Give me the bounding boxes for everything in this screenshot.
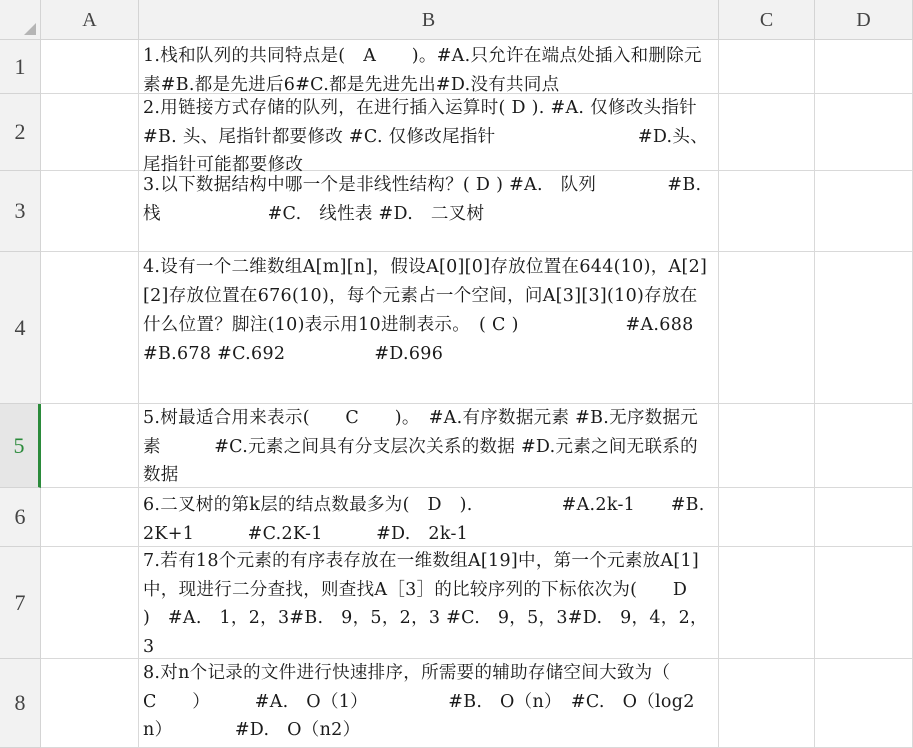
cell-c6[interactable] (719, 488, 815, 547)
cell-d8[interactable] (815, 659, 913, 748)
column-header-d[interactable]: D (815, 0, 913, 40)
cell-b7[interactable]: 7.若有18个元素的有序表存放在一维数组A[19]中，第一个元素放A[1]中，现进行二分查找，则查找A［3］的比较序列的下标依次为( D ) #A. 1，2，3#B. 9，5，2，3 #C. 9，5，3#D. 9，4，2，3 (139, 547, 719, 659)
cell-b1[interactable]: 1.栈和队列的共同特点是( A )。#A.只允许在端点处插入和删除元素#B.都是先进后6#C.都是先进先出#D.没有共同点 (139, 40, 719, 94)
cell-b4[interactable]: 4.设有一个二维数组A[m][n]，假设A[0][0]存放位置在644(10)，A[2][2]存放位置在676(10)，每个元素占一个空间，问A[3][3](10)存放在什么位置？脚注(10)表示用10进制表示。 ( C ) #A.688 #B.678 #C.692 #D.696 (139, 252, 719, 404)
row-header-4[interactable]: 4 (0, 252, 41, 404)
cell-d6[interactable] (815, 488, 913, 547)
row-header-8[interactable]: 8 (0, 659, 41, 748)
column-header-b[interactable]: B (139, 0, 719, 40)
select-all-corner[interactable] (0, 0, 41, 40)
cell-a7[interactable] (41, 547, 139, 659)
cell-b3[interactable]: 3.以下数据结构中哪一个是非线性结构？( D ) #A. 队列 #B. 栈 #C. 线性表 #D. 二叉树 (139, 171, 719, 252)
column-header-c[interactable]: C (719, 0, 815, 40)
cell-a4[interactable] (41, 252, 139, 404)
cell-c8[interactable] (719, 659, 815, 748)
cell-a1[interactable] (41, 40, 139, 94)
row-header-6[interactable]: 6 (0, 488, 41, 547)
cell-d1[interactable] (815, 40, 913, 94)
cell-c1[interactable] (719, 40, 815, 94)
cell-d4[interactable] (815, 252, 913, 404)
cell-b2[interactable]: 2.用链接方式存储的队列，在进行插入运算时( D ). #A. 仅修改头指针 #B. 头、尾指针都要修改 #C. 仅修改尾指针 #D.头、尾指针可能都要修改 (139, 94, 719, 171)
select-all-triangle-icon (24, 23, 36, 35)
cell-a3[interactable] (41, 171, 139, 252)
cell-c2[interactable] (719, 94, 815, 171)
column-header-a[interactable]: A (41, 0, 139, 40)
cell-c3[interactable] (719, 171, 815, 252)
cell-d5[interactable] (815, 404, 913, 488)
cell-c5[interactable] (719, 404, 815, 488)
row-header-7[interactable]: 7 (0, 547, 41, 659)
cell-a6[interactable] (41, 488, 139, 547)
cell-c7[interactable] (719, 547, 815, 659)
row-header-1[interactable]: 1 (0, 40, 41, 94)
cell-b5[interactable]: 5.树最适合用来表示( C )。 #A.有序数据元素 #B.无序数据元素 #C.元素之间具有分支层次关系的数据 #D.元素之间无联系的数据 (139, 404, 719, 488)
cell-a8[interactable] (41, 659, 139, 748)
row-header-3[interactable]: 3 (0, 171, 41, 252)
row-header-2[interactable]: 2 (0, 94, 41, 171)
cell-d2[interactable] (815, 94, 913, 171)
cell-d3[interactable] (815, 171, 913, 252)
row-header-5[interactable]: 5 (0, 404, 41, 488)
cell-a2[interactable] (41, 94, 139, 171)
cell-b6[interactable]: 6.二叉树的第k层的结点数最多为( D ). #A.2k-1 #B.2K+1 #C.2K-1 #D. 2k-1 (139, 488, 719, 547)
cell-d7[interactable] (815, 547, 913, 659)
cell-a5[interactable] (41, 404, 139, 488)
cell-c4[interactable] (719, 252, 815, 404)
cell-b8[interactable]: 8.对n个记录的文件进行快速排序，所需要的辅助存储空间大致为（ C ） #A. O（1） #B. O（n） #C. O（log2n） #D. O（n2） (139, 659, 719, 748)
